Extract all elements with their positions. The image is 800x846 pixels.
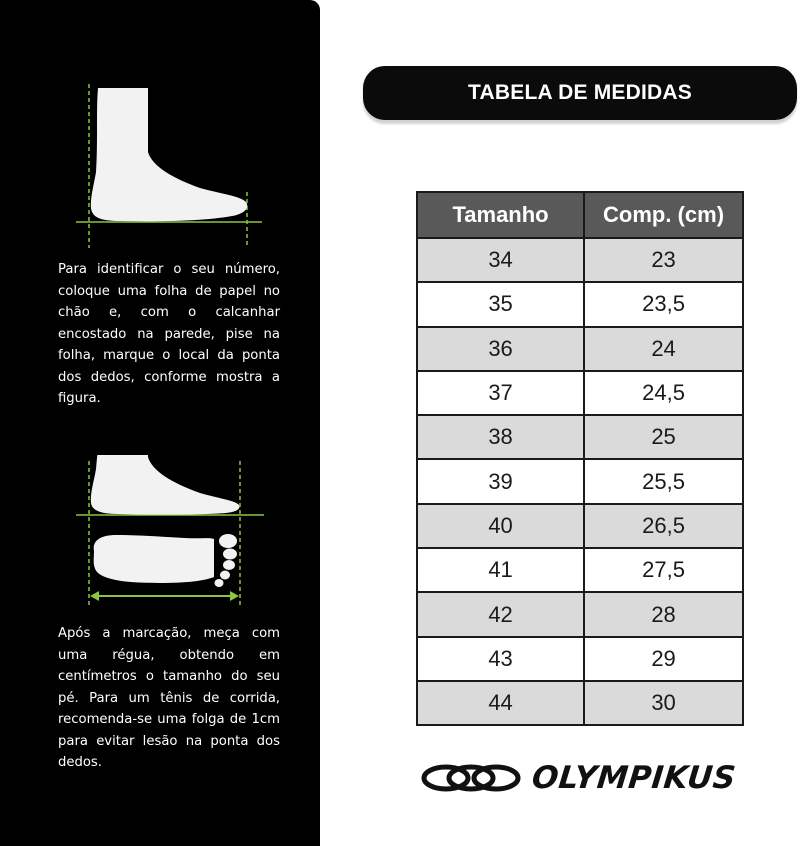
brand-logo xyxy=(420,758,742,798)
instruction-step-1: Para identificar o seu número, coloque uma folha de papel no chão e, com o calcanhar encostado na parede, pise na folha, marque o local da ponta dos dedos, conforme mostra a figura. xyxy=(58,262,280,406)
table-row xyxy=(417,327,743,371)
table-row xyxy=(417,459,743,503)
size-cell: 43 xyxy=(417,637,584,681)
size-cell: 44 xyxy=(417,681,584,725)
table-row xyxy=(417,548,743,592)
length-cell: 27,5 xyxy=(584,548,743,592)
table-row xyxy=(417,637,743,681)
table-row xyxy=(417,238,743,282)
size-cell: 34 xyxy=(417,238,584,282)
length-cell: 25,5 xyxy=(584,459,743,503)
size-cell: 36 xyxy=(417,327,584,371)
size-cell: 40 xyxy=(417,504,584,548)
table-row xyxy=(417,504,743,548)
size-cell: 37 xyxy=(417,371,584,415)
size-table xyxy=(416,191,744,726)
length-cell: 23 xyxy=(584,238,743,282)
size-cell: 38 xyxy=(417,415,584,459)
size-cell: 39 xyxy=(417,459,584,503)
column-header-size: Tamanho xyxy=(417,192,584,238)
table-header-row xyxy=(417,192,743,238)
table-row xyxy=(417,681,743,725)
length-cell: 23,5 xyxy=(584,282,743,326)
length-cell: 24 xyxy=(584,327,743,371)
table-row xyxy=(417,282,743,326)
length-cell: 26,5 xyxy=(584,504,743,548)
olympikus-rings-logo xyxy=(420,761,522,795)
instruction-step-2: Após a marcação, meça com uma régua, obtendo em centímetros o tamanho do seu pé. Para um tênis de corrida, recomenda-se uma folga de 1cm para evitar lesão na ponta dos dedos. xyxy=(58,626,280,770)
length-cell: 29 xyxy=(584,637,743,681)
table-row xyxy=(417,592,743,636)
length-cell: 24,5 xyxy=(584,371,743,415)
column-header-length: Comp. (cm) xyxy=(584,192,743,238)
brand-name: OLYMPIKUS xyxy=(530,760,738,796)
foot-side-against-wall-icon xyxy=(0,80,320,250)
page-title-banner xyxy=(363,66,797,120)
length-cell: 28 xyxy=(584,592,743,636)
table-row xyxy=(417,415,743,459)
foot-measurement-icon xyxy=(0,455,320,610)
length-cell: 25 xyxy=(584,415,743,459)
page-title: TABELA DE MEDIDAS xyxy=(468,81,692,104)
instructions-panel xyxy=(0,0,320,846)
size-cell: 41 xyxy=(417,548,584,592)
size-cell: 35 xyxy=(417,282,584,326)
length-cell: 30 xyxy=(584,681,743,725)
size-cell: 42 xyxy=(417,592,584,636)
table-row xyxy=(417,371,743,415)
